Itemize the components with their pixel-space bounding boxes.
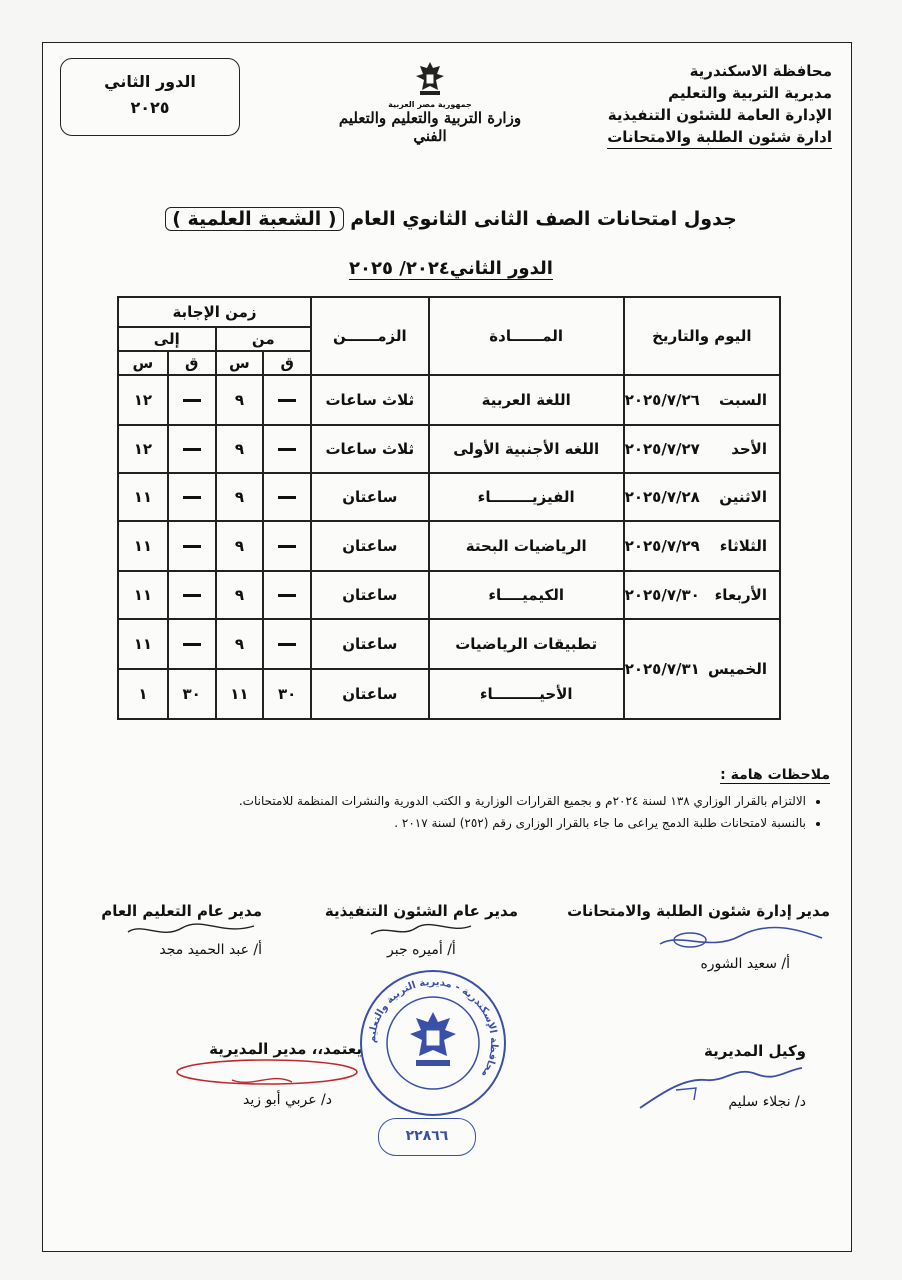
from-hour-cell: ٩ bbox=[216, 375, 264, 425]
signature-director bbox=[172, 1040, 362, 1108]
note-item: • بالنسبة لامتحانات طلبة الدمج يراعى ما جاء بالقرار الوزارى رقم (٢٥٢) لسنة ٢٠١٧ . bbox=[130, 812, 806, 834]
header-to-minute: ق bbox=[168, 351, 216, 375]
to-hour-cell: ١ bbox=[118, 669, 168, 719]
emblem-caption: جمهورية مصر العربية bbox=[388, 100, 472, 109]
from-hour-cell: ٩ bbox=[216, 425, 264, 473]
from-minute-cell bbox=[263, 425, 311, 473]
header-answer-time: زمن الإجابة bbox=[118, 297, 311, 327]
table-row bbox=[118, 571, 780, 619]
round-year: ٢٠٢٥ bbox=[130, 98, 170, 117]
exam-schedule-table bbox=[117, 296, 781, 720]
to-minute-cell bbox=[168, 375, 216, 425]
signature-name: د/ عربي أبو زيد bbox=[243, 1092, 332, 1108]
to-hour-cell: ١٢ bbox=[118, 375, 168, 425]
header-to: إلى bbox=[118, 327, 216, 351]
to-hour-cell: ١١ bbox=[118, 619, 168, 669]
day-date-cell: الثلاثاء ٢٠٢٥/٧/٢٩ bbox=[624, 521, 780, 571]
to-minute-cell bbox=[168, 571, 216, 619]
day-date-cell: السبت ٢٠٢٥/٧/٢٦ bbox=[624, 375, 780, 425]
duration-cell: ساعتان bbox=[311, 473, 429, 521]
day-date-cell: الأحد ٢٠٢٥/٧/٢٧ bbox=[624, 425, 780, 473]
handwritten-signature-icon bbox=[650, 922, 830, 956]
signature-name: أ/ أميره جبر bbox=[387, 942, 456, 958]
signature-title: يعتمد،، مدير المديرية bbox=[209, 1040, 362, 1058]
important-notes bbox=[130, 764, 830, 834]
stamp-number: ٢٢٨٦٦ bbox=[378, 1118, 476, 1156]
to-minute-cell bbox=[168, 619, 216, 669]
students-affairs-line: ادارة شئون الطلبة والامتحانات bbox=[607, 126, 832, 149]
day-date-cell: الخميس ٢٠٢٥/٧/٣١ bbox=[624, 619, 780, 719]
subject-cell: اللغه الأجنبية الأولى bbox=[429, 425, 624, 473]
from-hour-cell: ٩ bbox=[216, 473, 264, 521]
division-label: ( الشعبة العلمية ) bbox=[165, 207, 343, 231]
signature-deputy bbox=[646, 1042, 806, 1110]
from-hour-cell: ٩ bbox=[216, 571, 264, 619]
to-hour-cell: ١١ bbox=[118, 473, 168, 521]
issuer-header bbox=[572, 60, 832, 149]
signature-students-affairs bbox=[567, 902, 830, 972]
header-subject: المــــــادة bbox=[429, 297, 624, 375]
handwritten-signature-icon bbox=[172, 1058, 362, 1092]
handwritten-signature-icon bbox=[361, 920, 481, 942]
table-row bbox=[118, 425, 780, 473]
notes-title: ملاحظات هامة : bbox=[720, 767, 830, 783]
signature-name: د/ نجلاء سليم bbox=[728, 1094, 806, 1110]
signature-name: أ/ سعيد الشوره bbox=[700, 956, 790, 972]
signature-title: مدير عام التعليم العام bbox=[101, 902, 262, 920]
to-minute-cell bbox=[168, 473, 216, 521]
header-to-hour: س bbox=[118, 351, 168, 375]
duration-cell: ثلاث ساعات bbox=[311, 425, 429, 473]
ministry-emblem-block bbox=[330, 58, 530, 148]
from-minute-cell: ٣٠ bbox=[263, 669, 311, 719]
schedule-title bbox=[0, 208, 902, 230]
signature-title: وكيل المديرية bbox=[704, 1042, 806, 1060]
subject-cell: اللغة العربية bbox=[429, 375, 624, 425]
ministry-calligraphy: وزارة التربية والتعليم والتعليم الفني bbox=[338, 109, 522, 145]
eagle-emblem-icon bbox=[410, 58, 450, 98]
handwritten-signature-icon bbox=[122, 920, 262, 942]
duration-cell: ساعتان bbox=[311, 619, 429, 669]
header-from-minute: ق bbox=[263, 351, 311, 375]
day-date-cell: الاثنين ٢٠٢٥/٧/٢٨ bbox=[624, 473, 780, 521]
note-item: • الالتزام بالقرار الوزاري ١٣٨ لسنة ٢٠٢٤م و بجميع القرارات الوزارية و الكتب الدورية والنشرات المنظمة للامتحانات. bbox=[130, 790, 806, 812]
table-row bbox=[118, 521, 780, 571]
from-minute-cell bbox=[263, 521, 311, 571]
duration-cell: ساعتان bbox=[311, 571, 429, 619]
duration-cell: ثلاث ساعات bbox=[311, 375, 429, 425]
subject-cell: الرياضيات البحتة bbox=[429, 521, 624, 571]
from-hour-cell: ١١ bbox=[216, 669, 264, 719]
to-minute-cell bbox=[168, 521, 216, 571]
to-hour-cell: ١١ bbox=[118, 521, 168, 571]
duration-cell: ساعتان bbox=[311, 521, 429, 571]
title-main: جدول امتحانات الصف الثانى الثانوي العام bbox=[350, 208, 737, 230]
subject-cell: الكيميــــاء bbox=[429, 571, 624, 619]
executive-affairs-line: الإدارة العامة للشئون التنفيذية bbox=[607, 106, 832, 124]
header-day-date: اليوم والتاريخ bbox=[624, 297, 780, 375]
signature-title: مدير إدارة شئون الطلبة والامتحانات bbox=[567, 902, 830, 920]
header-from-hour: س bbox=[216, 351, 264, 375]
from-minute-cell bbox=[263, 571, 311, 619]
header-duration: الزمــــــن bbox=[311, 297, 429, 375]
to-hour-cell: ١٢ bbox=[118, 425, 168, 473]
exam-round-box bbox=[60, 58, 240, 136]
subject-cell: الأحيـــــــــاء bbox=[429, 669, 624, 719]
table-row bbox=[118, 473, 780, 521]
round-label: الدور الثاني bbox=[104, 72, 196, 91]
from-minute-cell bbox=[263, 619, 311, 669]
duration-cell: ساعتان bbox=[311, 669, 429, 719]
from-hour-cell: ٩ bbox=[216, 521, 264, 571]
table-row bbox=[118, 375, 780, 425]
governorate-line: محافظة الاسكندرية bbox=[689, 62, 832, 80]
signature-title: مدير عام الشئون التنفيذية bbox=[324, 902, 518, 920]
day-date-cell: الأربعاء ٢٠٢٥/٧/٣٠ bbox=[624, 571, 780, 619]
to-minute-cell bbox=[168, 425, 216, 473]
from-minute-cell bbox=[263, 375, 311, 425]
from-hour-cell: ٩ bbox=[216, 619, 264, 669]
svg-text:محافظة الإسكندرية - مديرية الت: محافظة الإسكندرية - مديرية التربية والتعليم bbox=[366, 976, 500, 1080]
table-row bbox=[118, 619, 780, 669]
signature-name: أ/ عبد الحميد مجد bbox=[159, 942, 262, 958]
session-label: الدور الثاني٢٠٢٤/ ٢٠٢٥ bbox=[349, 258, 553, 279]
session-subtitle bbox=[0, 258, 902, 279]
header-from: من bbox=[216, 327, 312, 351]
official-stamp-icon bbox=[358, 968, 508, 1118]
signature-general-education bbox=[101, 902, 262, 958]
signature-executive-affairs bbox=[325, 902, 518, 958]
directorate-line: مديرية التربية والتعليم bbox=[668, 84, 832, 102]
subject-cell: الفيزيــــــــاء bbox=[429, 473, 624, 521]
to-hour-cell: ١١ bbox=[118, 571, 168, 619]
from-minute-cell bbox=[263, 473, 311, 521]
to-minute-cell: ٣٠ bbox=[168, 669, 216, 719]
subject-cell: تطبيقات الرياضيات bbox=[429, 619, 624, 669]
